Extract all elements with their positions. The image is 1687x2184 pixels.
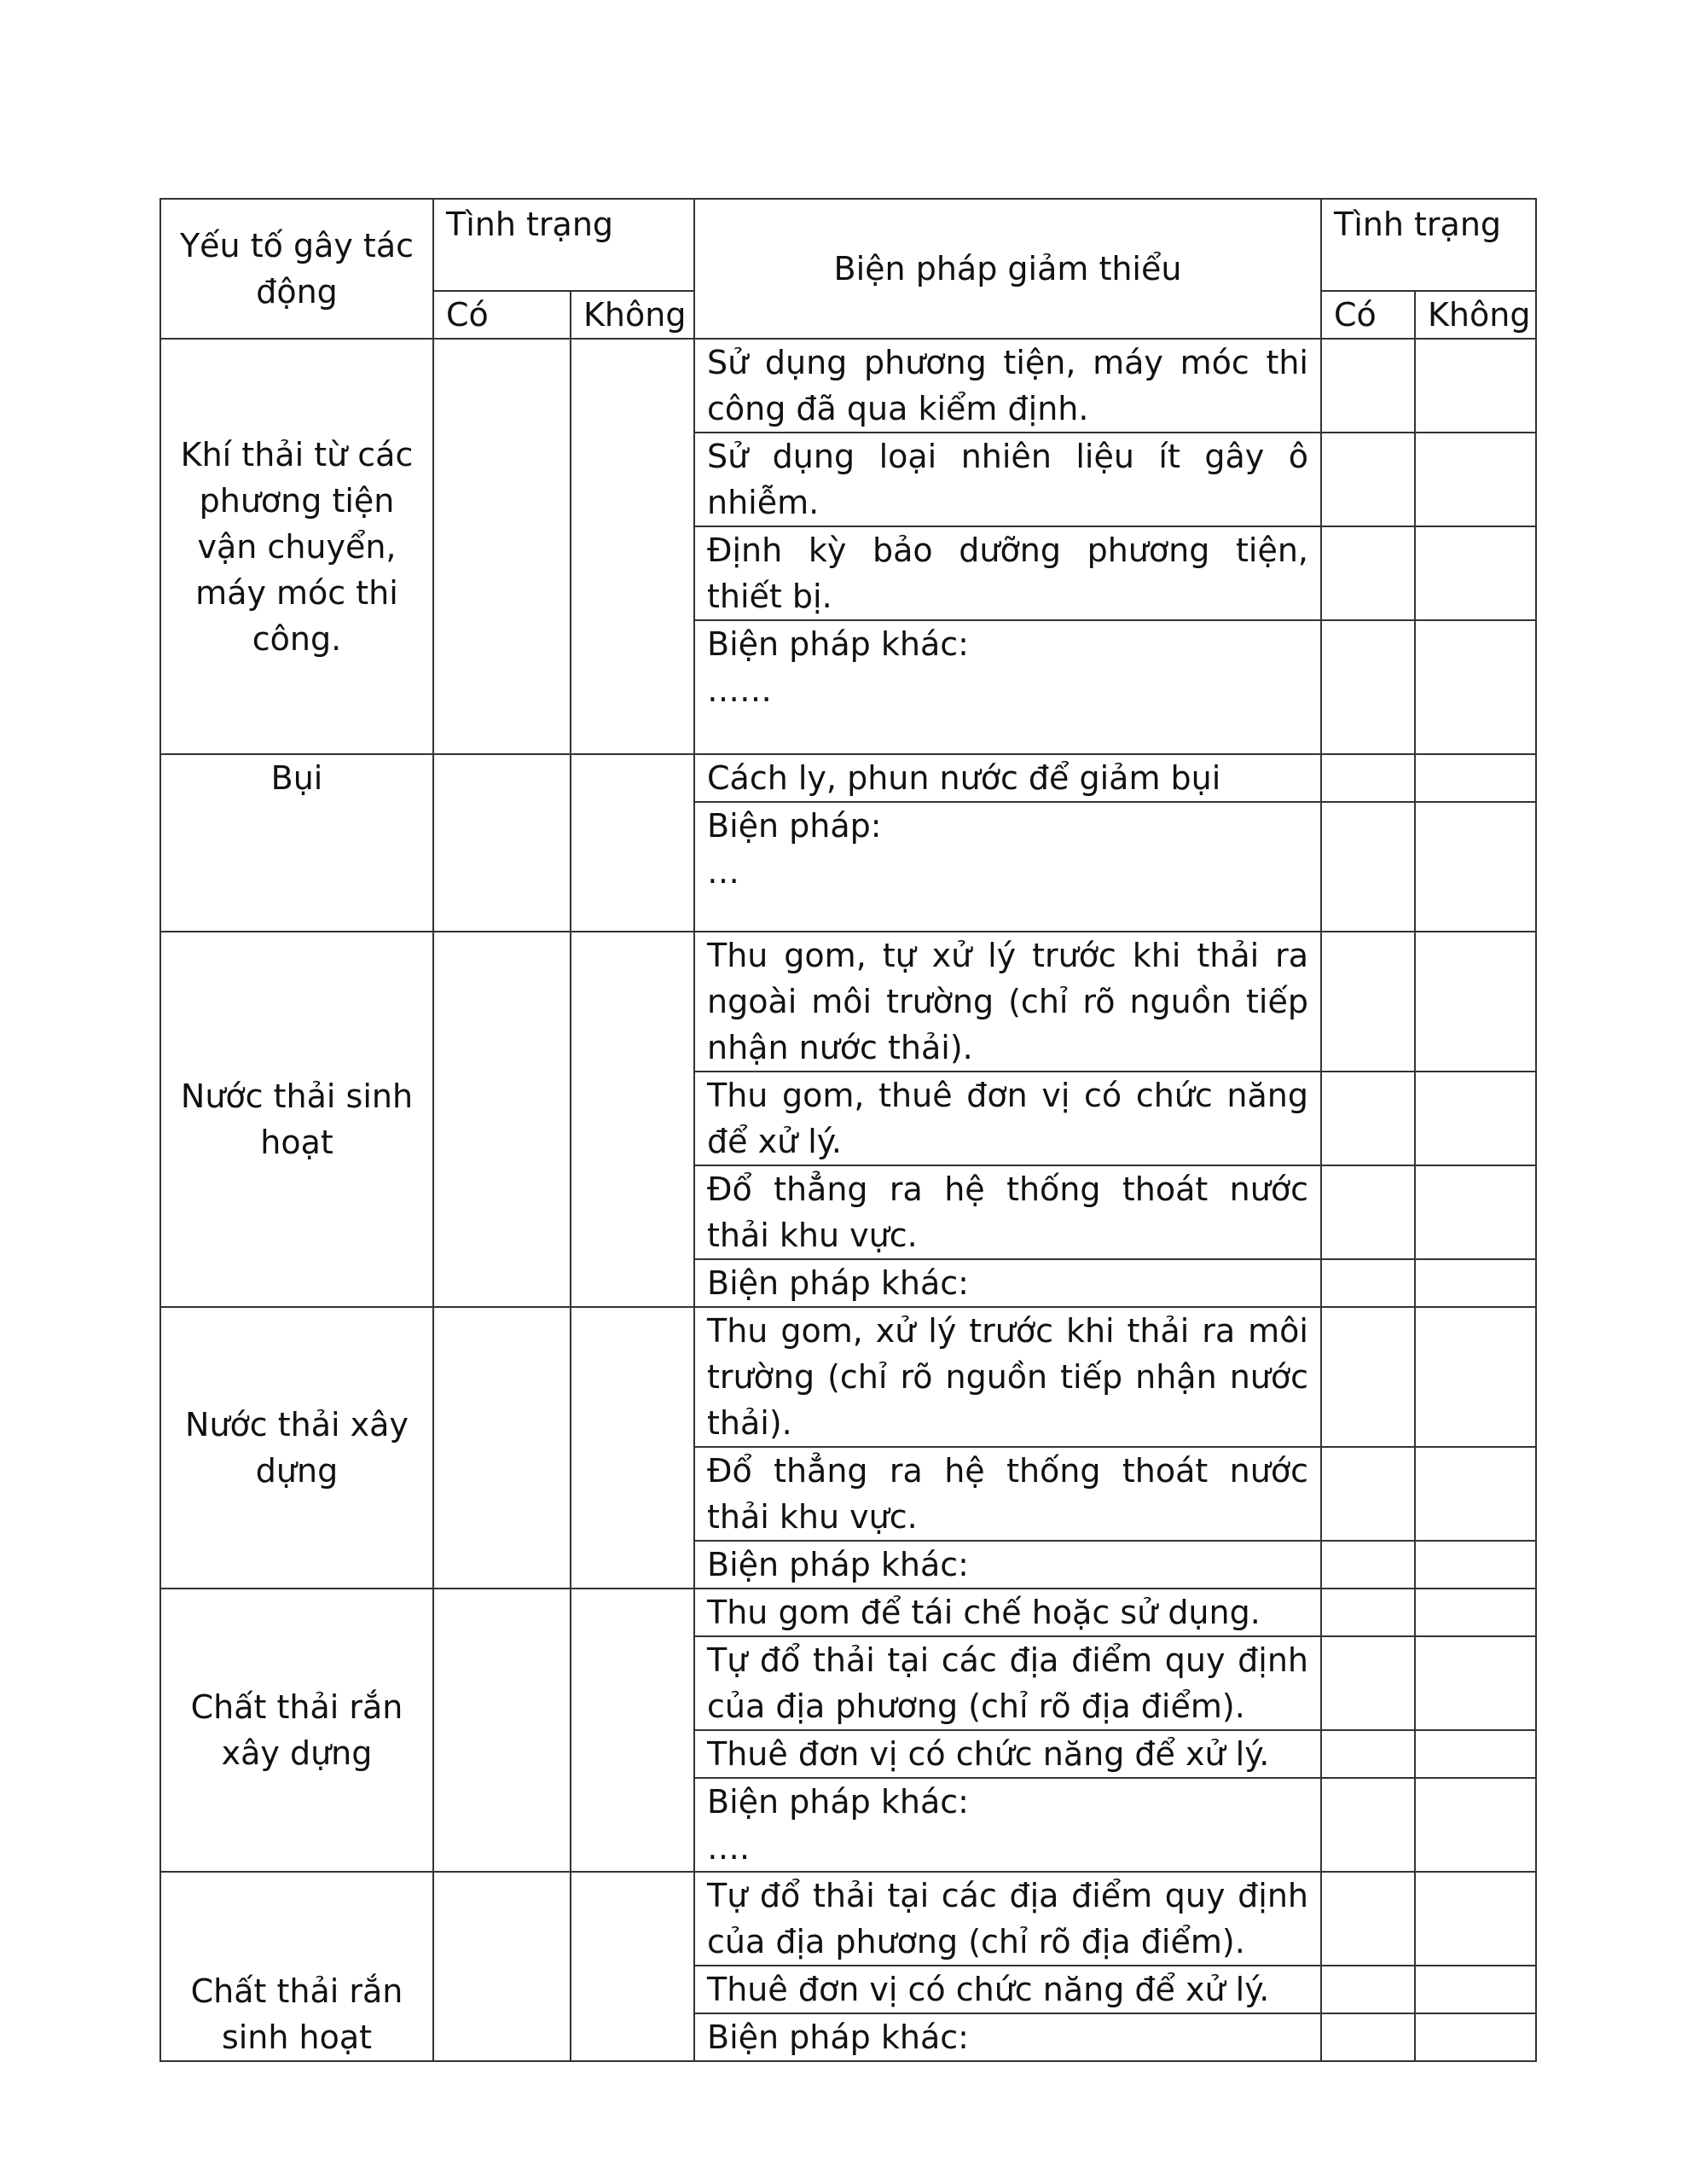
factor-cell: Khí thải từ các phương tiện vận chuyển, máy móc thi công. <box>160 339 433 754</box>
measure-label: Biện pháp: <box>707 807 882 845</box>
status-no-right <box>1415 1072 1536 1165</box>
status-yes-right <box>1321 754 1415 802</box>
status-no-right <box>1415 1966 1536 2013</box>
measure-cell: Biện pháp khác: <box>694 1259 1321 1307</box>
header-no-right: Không <box>1415 291 1536 339</box>
status-yes-right <box>1321 1730 1415 1778</box>
status-no-right <box>1415 1730 1536 1778</box>
header-factor: Yếu tố gây tác động <box>160 199 433 339</box>
factor-cell: Bụi <box>160 754 433 932</box>
status-yes-right <box>1321 620 1415 754</box>
measure-cell: Định kỳ bảo dưỡng phương tiện, thiết bị. <box>694 526 1321 620</box>
status-yes-left <box>433 1589 571 1872</box>
measure-dots: … <box>707 853 739 891</box>
measure-cell: Tự đổ thải tại các địa điểm quy định của địa phương (chỉ rõ địa điểm). <box>694 1636 1321 1730</box>
status-no-right <box>1415 1447 1536 1541</box>
status-yes-right <box>1321 2013 1415 2061</box>
status-no-left <box>571 339 694 754</box>
status-yes-left <box>433 339 571 754</box>
document-page <box>159 198 1535 2062</box>
measure-cell-other <box>694 1778 1321 1872</box>
status-no-right <box>1415 1165 1536 1259</box>
measure-cell: Thuê đơn vị có chức năng để xử lý. <box>694 1966 1321 2013</box>
status-yes-right <box>1321 1072 1415 1165</box>
factor-cell: Nước thải sinh hoạt <box>160 932 433 1307</box>
status-no-right <box>1415 1636 1536 1730</box>
measure-cell: Biện pháp khác: <box>694 2013 1321 2061</box>
status-yes-right <box>1321 526 1415 620</box>
measure-cell: Thu gom, tự xử lý trước khi thải ra ngoài môi trường (chỉ rõ nguồn tiếp nhận nước thải). <box>694 932 1321 1072</box>
status-yes-right <box>1321 1541 1415 1589</box>
status-no-right <box>1415 620 1536 754</box>
measure-cell: Sử dụng loại nhiên liệu ít gây ô nhiễm. <box>694 433 1321 526</box>
measure-cell-other <box>694 620 1321 754</box>
measure-cell: Thu gom, thuê đơn vị có chức năng để xử lý. <box>694 1072 1321 1165</box>
header-status-right: Tình trạng <box>1321 199 1536 291</box>
factor-cell: Chất thải rắn sinh hoạt <box>160 1872 433 2061</box>
header-measure: Biện pháp giảm thiểu <box>694 199 1321 339</box>
status-yes-right <box>1321 339 1415 433</box>
status-yes-right <box>1321 932 1415 1072</box>
measure-cell: Đổ thẳng ra hệ thống thoát nước thải khu vực. <box>694 1165 1321 1259</box>
status-yes-left <box>433 1872 571 2061</box>
measure-cell: Đổ thẳng ra hệ thống thoát nước thải khu vực. <box>694 1447 1321 1541</box>
table-body <box>160 339 1536 2061</box>
status-no-right <box>1415 339 1536 433</box>
header-yes-right: Có <box>1321 291 1415 339</box>
header-status-left: Tình trạng <box>433 199 694 291</box>
status-yes-right <box>1321 1778 1415 1872</box>
status-yes-right <box>1321 433 1415 526</box>
measure-label: Biện pháp khác: <box>707 1783 969 1821</box>
measure-cell: Sử dụng phương tiện, máy móc thi công đã qua kiểm định. <box>694 339 1321 433</box>
status-no-left <box>571 754 694 932</box>
header-no-left: Không <box>571 291 694 339</box>
status-yes-right <box>1321 802 1415 932</box>
measure-cell: Thuê đơn vị có chức năng để xử lý. <box>694 1730 1321 1778</box>
measure-label: Biện pháp khác: <box>707 625 969 663</box>
status-no-right <box>1415 1541 1536 1589</box>
status-yes-left <box>433 754 571 932</box>
measure-cell: Cách ly, phun nước để giảm bụi <box>694 754 1321 802</box>
status-no-left <box>571 932 694 1307</box>
header-yes-left: Có <box>433 291 571 339</box>
measure-cell: Biện pháp khác: <box>694 1541 1321 1589</box>
status-no-right <box>1415 1307 1536 1447</box>
status-yes-right <box>1321 1872 1415 1966</box>
status-yes-right <box>1321 1966 1415 2013</box>
measure-cell: Thu gom để tái chế hoặc sử dụng. <box>694 1589 1321 1636</box>
status-no-left <box>571 1589 694 1872</box>
measure-cell: Tự đổ thải tại các địa điểm quy định của địa phương (chỉ rõ địa điểm). <box>694 1872 1321 1966</box>
status-no-right <box>1415 1259 1536 1307</box>
status-yes-right <box>1321 1636 1415 1730</box>
status-yes-right <box>1321 1589 1415 1636</box>
factor-cell: Chất thải rắn xây dựng <box>160 1589 433 1872</box>
status-no-right <box>1415 2013 1536 2061</box>
measure-cell: Thu gom, xử lý trước khi thải ra môi trường (chỉ rõ nguồn tiếp nhận nước thải). <box>694 1307 1321 1447</box>
impact-mitigation-table <box>159 198 1537 2062</box>
factor-cell: Nước thải xây dựng <box>160 1307 433 1589</box>
status-no-left <box>571 1872 694 2061</box>
status-yes-right <box>1321 1165 1415 1259</box>
measure-cell-other <box>694 802 1321 932</box>
status-yes-left <box>433 1307 571 1589</box>
status-no-right <box>1415 526 1536 620</box>
measure-dots: …. <box>707 1829 751 1867</box>
status-yes-right <box>1321 1307 1415 1447</box>
measure-dots: …… <box>707 671 772 709</box>
status-no-right <box>1415 1778 1536 1872</box>
status-yes-right <box>1321 1447 1415 1541</box>
status-no-right <box>1415 754 1536 802</box>
status-no-left <box>571 1307 694 1589</box>
status-no-right <box>1415 932 1536 1072</box>
status-no-right <box>1415 1589 1536 1636</box>
status-no-right <box>1415 433 1536 526</box>
status-yes-left <box>433 932 571 1307</box>
status-yes-right <box>1321 1259 1415 1307</box>
status-no-right <box>1415 802 1536 932</box>
status-no-right <box>1415 1872 1536 1966</box>
